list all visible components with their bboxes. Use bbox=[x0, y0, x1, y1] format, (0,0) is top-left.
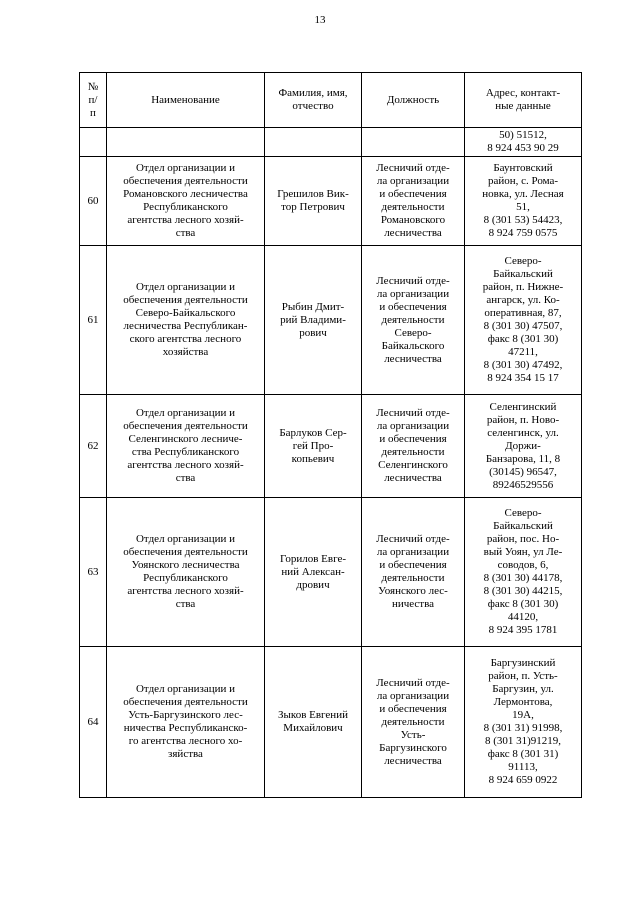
cell-line: го агентства лесного хо- bbox=[128, 735, 243, 747]
cell-line: ства bbox=[175, 598, 196, 610]
cell-line: Фамилия, имя, bbox=[278, 87, 348, 99]
cell-line: обеспечения деятельности bbox=[123, 420, 248, 432]
cell-line: оперативная, 87, bbox=[484, 307, 562, 319]
cell-line: ничества Республиканско- bbox=[123, 722, 248, 734]
cell-line: 51, bbox=[516, 201, 530, 213]
header-position bbox=[362, 73, 465, 128]
cell-line: Романовского лесничества bbox=[123, 188, 248, 200]
table-row bbox=[80, 395, 582, 498]
cell-num: 63 bbox=[80, 498, 107, 647]
cell-line: Байкальского bbox=[381, 339, 445, 352]
cell-line: рович bbox=[299, 326, 327, 339]
cell-line: Лесничий отде- bbox=[376, 676, 450, 689]
cell-position bbox=[362, 157, 465, 246]
cell-num: 62 bbox=[80, 395, 107, 498]
cell-line: Должность bbox=[386, 93, 440, 106]
cell-num: 64 bbox=[80, 647, 107, 798]
cell-position bbox=[362, 246, 465, 395]
cell-line: деятельности bbox=[381, 572, 445, 584]
cell-line: ства bbox=[175, 472, 196, 484]
cell-line: Республиканского bbox=[143, 201, 228, 213]
cell-line: Отдел организации и bbox=[135, 162, 236, 174]
cell-position bbox=[362, 498, 465, 647]
cell-person bbox=[265, 128, 362, 157]
cell-line: 8 (301 30) 44178, bbox=[483, 572, 563, 584]
cell-name bbox=[107, 157, 265, 246]
cell-line: ского агентства лесного bbox=[129, 333, 242, 345]
cell-line: Северо- bbox=[504, 255, 542, 267]
cell-line: факс 8 (301 30) bbox=[487, 333, 559, 345]
cell-line: ангарск, ул. Ко- bbox=[486, 294, 560, 306]
cell-line: 8 924 453 90 29 bbox=[487, 142, 559, 154]
cell-line: селенгинск, ул. bbox=[487, 426, 559, 439]
cell-line: Барлуков Сер- bbox=[279, 426, 347, 439]
cell-line: обеспечения деятельности bbox=[123, 294, 248, 306]
cell-line: деятельности bbox=[381, 201, 445, 213]
cell-line: деятельности bbox=[381, 715, 445, 728]
table-row bbox=[80, 246, 582, 395]
cell-line: деятельности bbox=[381, 446, 445, 458]
cell-line: Отдел организации и bbox=[135, 683, 236, 695]
cell-line: ства bbox=[175, 227, 196, 239]
cell-line: Зыков Евгений bbox=[278, 709, 348, 721]
cell-person bbox=[265, 395, 362, 498]
cell-line: деятельности bbox=[381, 313, 445, 326]
cell-line: Лермонтова, bbox=[493, 696, 553, 708]
cell-line: Адрес, контакт- bbox=[485, 87, 561, 99]
cell-line: Баунтовский bbox=[493, 162, 553, 174]
cell-line: 50) 51512, bbox=[499, 129, 547, 141]
cell-line: Баргузин, ул. bbox=[492, 683, 554, 695]
cell-line: район, с. Рома- bbox=[487, 175, 559, 187]
cell-line: лесничества bbox=[384, 227, 442, 239]
cell-address bbox=[465, 395, 582, 498]
cell-line: 8 924 759 0575 bbox=[488, 227, 558, 239]
cell-line: и обеспечения bbox=[379, 188, 447, 200]
cell-line: соводов, 6, bbox=[497, 559, 549, 571]
cell-line: агентства лесного хозяй- bbox=[127, 214, 244, 226]
cell-line: Селенгинского лесниче- bbox=[128, 433, 243, 445]
continuation-row bbox=[80, 128, 582, 157]
cell-line: лесничества Республикан- bbox=[123, 320, 248, 332]
cell-name bbox=[107, 246, 265, 395]
table-header-row bbox=[80, 73, 582, 128]
cell-line: агентства лесного хозяй- bbox=[127, 459, 244, 471]
cell-line: копьевич bbox=[291, 452, 335, 465]
cell-line: Наименование bbox=[151, 93, 220, 106]
cell-line: зяйства bbox=[168, 748, 203, 760]
cell-line: 19А, bbox=[512, 709, 534, 721]
cell-line: Уоянского лес- bbox=[378, 585, 448, 597]
cell-line: вый Уоян, ул Ле- bbox=[483, 546, 563, 558]
header-person bbox=[265, 73, 362, 128]
cell-line: лесничества bbox=[384, 754, 442, 767]
cell-line: п bbox=[90, 106, 96, 119]
forestry-registry-table bbox=[79, 72, 582, 798]
cell-address bbox=[465, 498, 582, 647]
cell-name bbox=[107, 498, 265, 647]
cell-line: Усть-Баргузинского лес- bbox=[128, 709, 243, 721]
cell-line: и обеспечения bbox=[379, 300, 447, 313]
cell-line: 89246529556 bbox=[492, 478, 554, 491]
cell-line: и обеспечения bbox=[379, 559, 447, 571]
cell-line: 8 (301 31) 91998, bbox=[483, 722, 563, 734]
cell-line: Северо- bbox=[504, 507, 542, 519]
cell-line: Байкальский bbox=[493, 520, 553, 532]
cell-line: гей Про- bbox=[292, 439, 334, 452]
cell-person bbox=[265, 498, 362, 647]
cell-num bbox=[80, 128, 107, 157]
cell-line: Уоянского лесничества bbox=[131, 559, 240, 571]
cell-num: 60 bbox=[80, 157, 107, 246]
cell-line: Северо-Байкальского bbox=[135, 307, 236, 319]
cell-line: отчество bbox=[292, 100, 334, 112]
cell-line: хозяйства bbox=[162, 346, 209, 358]
cell-line: лесничества bbox=[384, 472, 442, 484]
cell-address bbox=[465, 246, 582, 395]
cell-line: Отдел организации и bbox=[135, 533, 236, 545]
cell-line: агентства лесного хозяй- bbox=[127, 585, 244, 597]
cell-line: Михайлович bbox=[283, 722, 343, 734]
header-name bbox=[107, 73, 265, 128]
cell-line: ла организации bbox=[376, 287, 450, 300]
cell-address bbox=[465, 647, 582, 798]
cell-person bbox=[265, 246, 362, 395]
cell-line: (30145) 96547, bbox=[489, 465, 557, 478]
cell-address bbox=[465, 128, 582, 157]
cell-line: тор Петрович bbox=[281, 201, 345, 213]
cell-person bbox=[265, 157, 362, 246]
cell-line: ла организации bbox=[376, 420, 450, 432]
cell-line: ничества bbox=[391, 598, 435, 610]
cell-line: и обеспечения bbox=[379, 433, 447, 445]
cell-line: район, п. Нижне- bbox=[482, 281, 564, 293]
table-row bbox=[80, 647, 582, 798]
cell-name bbox=[107, 128, 265, 157]
cell-person bbox=[265, 647, 362, 798]
cell-line: Банзарова, 11, 8 bbox=[485, 452, 561, 465]
cell-line: Байкальский bbox=[493, 268, 553, 280]
cell-name bbox=[107, 395, 265, 498]
cell-position bbox=[362, 395, 465, 498]
cell-line: Баргузинский bbox=[490, 657, 556, 669]
table-row bbox=[80, 157, 582, 246]
cell-line: 8 (301 31)91219, bbox=[484, 735, 562, 747]
cell-line: ства Республиканского bbox=[131, 446, 240, 458]
cell-line: Усть- bbox=[400, 728, 426, 741]
cell-line: № bbox=[87, 80, 99, 93]
cell-line: 8 (301 30) 47492, bbox=[483, 359, 563, 371]
cell-line: район, п. Ново- bbox=[486, 413, 560, 426]
cell-line: Лесничий отде- bbox=[376, 407, 450, 419]
cell-line: Лесничий отде- bbox=[376, 533, 450, 545]
cell-line: п/ bbox=[88, 93, 98, 106]
cell-line: Грешилов Вик- bbox=[277, 188, 349, 200]
cell-line: Республиканского bbox=[143, 572, 228, 584]
cell-line: ла организации bbox=[376, 546, 450, 558]
cell-line: 47211, bbox=[508, 346, 538, 358]
cell-line: Доржи- bbox=[505, 439, 541, 452]
cell-line: 8 (301 53) 54423, bbox=[483, 214, 563, 226]
cell-line: факс 8 (301 31) bbox=[487, 748, 559, 760]
cell-line: район, п. Усть- bbox=[488, 670, 558, 682]
cell-line: 8 924 659 0922 bbox=[488, 774, 558, 786]
header-num bbox=[80, 73, 107, 128]
cell-line: 91113, bbox=[508, 761, 538, 773]
cell-name bbox=[107, 647, 265, 798]
cell-line: район, пос. Но- bbox=[486, 533, 560, 545]
cell-line: Отдел организации и bbox=[135, 281, 236, 293]
cell-line: новка, ул. Лесная bbox=[482, 188, 564, 200]
cell-line: Баргузинского bbox=[379, 741, 447, 754]
cell-line: Лесничий отде- bbox=[376, 274, 450, 287]
cell-line: ла организации bbox=[376, 689, 450, 702]
cell-position bbox=[362, 647, 465, 798]
cell-line: ные данные bbox=[495, 100, 551, 112]
cell-line: дрович bbox=[296, 578, 330, 591]
page-number: 13 bbox=[314, 14, 326, 26]
cell-line: Рыбин Дмит- bbox=[281, 300, 345, 313]
cell-line: Горилов Евге- bbox=[279, 552, 347, 565]
cell-line: Отдел организации и bbox=[135, 407, 236, 419]
cell-line: ний Алексан- bbox=[281, 565, 345, 578]
cell-line: обеспечения деятельности bbox=[123, 696, 248, 708]
header-address bbox=[465, 73, 582, 128]
cell-line: 8 (301 30) 47507, bbox=[483, 320, 563, 332]
cell-line: Селенгинского bbox=[378, 459, 448, 471]
cell-line: 8 924 395 1781 bbox=[488, 624, 558, 636]
cell-line: Романовского bbox=[380, 214, 446, 226]
cell-line: рий Владими- bbox=[280, 313, 346, 326]
cell-address bbox=[465, 157, 582, 246]
cell-line: Лесничий отде- bbox=[376, 162, 450, 174]
cell-line: ла организации bbox=[376, 175, 450, 187]
cell-line: Северо- bbox=[394, 326, 432, 339]
cell-line: обеспечения деятельности bbox=[123, 546, 248, 558]
cell-line: 8 (301 30) 44215, bbox=[483, 585, 563, 597]
cell-line: 44120, bbox=[507, 611, 539, 623]
cell-num: 61 bbox=[80, 246, 107, 395]
cell-line: обеспечения деятельности bbox=[123, 175, 248, 187]
cell-line: 8 924 354 15 17 bbox=[487, 372, 559, 384]
cell-line: лесничества bbox=[384, 352, 442, 365]
table-row bbox=[80, 498, 582, 647]
cell-position bbox=[362, 128, 465, 157]
cell-line: и обеспечения bbox=[379, 702, 447, 715]
cell-line: Селенгинский bbox=[489, 400, 557, 413]
cell-line: факс 8 (301 30) bbox=[487, 598, 559, 610]
